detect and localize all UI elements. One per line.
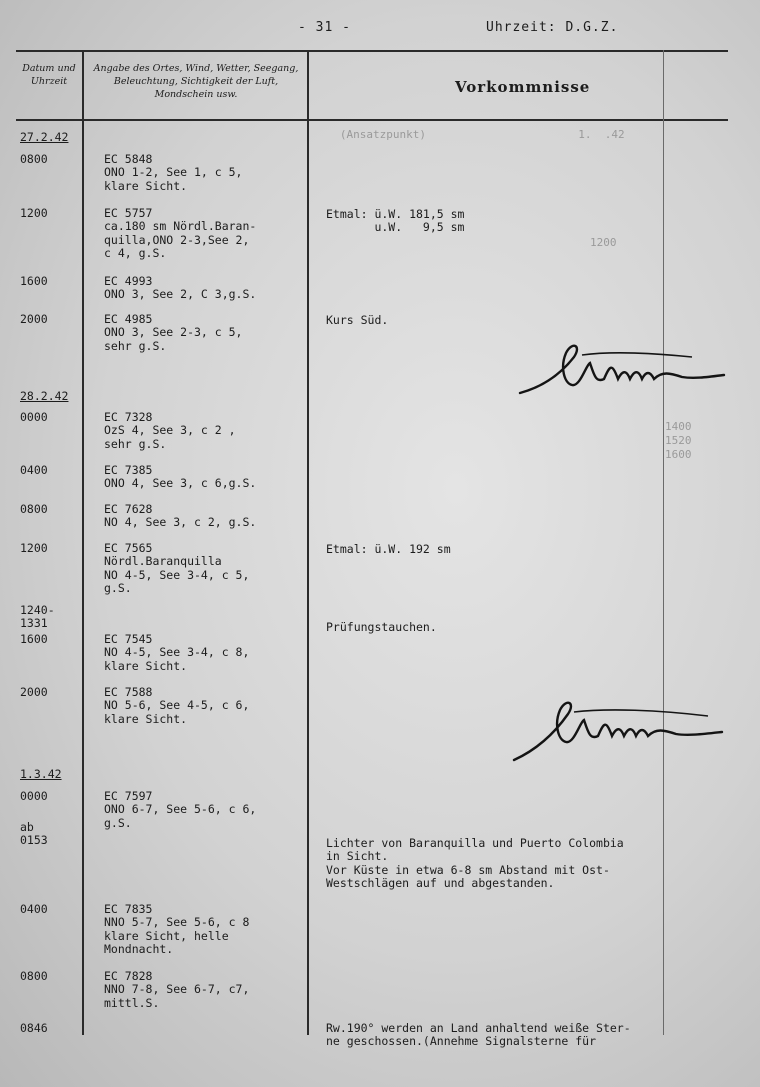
entry-time: 2000 (20, 312, 48, 326)
entry-time: 0400 (20, 463, 48, 477)
entry-event: Etmal: ü.W. 192 sm (326, 542, 451, 556)
header-bottom-rule (16, 119, 728, 121)
column-divider-2 (307, 50, 309, 1035)
time-label: Uhrzeit: D.G.Z. (486, 20, 619, 35)
entry-location: EC 4993 ONO 3, See 2, C 3,g.S. (104, 274, 257, 302)
entry-location: EC 7565 Nördl.Baranquilla NO 4-5, See 3-4, c 5, g.S. (104, 541, 250, 596)
entry-time: 2000 (20, 685, 48, 699)
entry-event: Prüfungstauchen. (326, 620, 437, 634)
column-header-events: Vorkommnisse (455, 78, 591, 96)
entry-time: 0000 (20, 789, 48, 803)
entry-location: EC 4985 ONO 3, See 2-3, c 5, sehr g.S. (104, 312, 243, 353)
signature-1 (512, 335, 732, 405)
entry-time: 0400 (20, 902, 48, 916)
entry-time: 1240- 1331 (20, 603, 55, 631)
show-through-text: 1200 (590, 236, 617, 249)
show-through-text: 1400 1520 1600 (665, 420, 692, 461)
entry-time: 0846 (20, 1021, 48, 1035)
column-header-location-weather: Angabe des Ortes, Wind, Wetter, Seegang, Beleuchtung, Sichtigkeit der Luft, Mondschein usw. (93, 63, 299, 100)
entry-event: Rw.190° werden an Land anhaltend weiße Ster- ne geschossen.(Annehme Signalsterne für (326, 1021, 631, 1049)
entry-time: 1600 (20, 632, 48, 646)
entry-time: 1600 (20, 274, 48, 288)
entry-time: ab 0153 (20, 820, 48, 848)
entry-location: EC 7835 NNO 5-7, See 5-6, c 8 klare Sicht, helle Mondnacht. (104, 902, 250, 957)
column-header-date-time: Datum und Uhrzeit (22, 63, 76, 87)
entry-time: 1200 (20, 541, 48, 555)
entry-location: EC 7588 NO 5-6, See 4-5, c 6, klare Sicht. (104, 685, 250, 726)
entry-location: EC 5848 ONO 1-2, See 1, c 5, klare Sicht. (104, 152, 243, 193)
entry-time: 1200 (20, 206, 48, 220)
entry-location: EC 7597 ONO 6-7, See 5-6, c 6, g.S. (104, 789, 257, 830)
entry-date: 1.3.42 (20, 767, 62, 781)
entry-date: 27.2.42 (20, 130, 69, 144)
table-top-rule (16, 50, 728, 52)
column-divider-3 (663, 50, 664, 1035)
entry-location: EC 7385 ONO 4, See 3, c 6,g.S. (104, 463, 257, 491)
entry-location: EC 5757 ca.180 sm Nördl.Baran- quilla,ONO 2-3,See 2, c 4, g.S. (104, 206, 257, 261)
entry-location: EC 7545 NO 4-5, See 3-4, c 8, klare Sicht. (104, 632, 250, 673)
page-number: - 31 - (298, 20, 351, 35)
entry-time: 0800 (20, 152, 48, 166)
entry-event: Etmal: ü.W. 181,5 sm u.W. 9,5 sm (326, 207, 465, 235)
signature-2 (508, 690, 728, 765)
show-through-text: (Ansatzpunkt) 1. .42 (320, 128, 625, 141)
entry-time: 0800 (20, 502, 48, 516)
entry-time: 0000 (20, 410, 48, 424)
entry-location: EC 7628 NO 4, See 3, c 2, g.S. (104, 502, 257, 530)
entry-time: 0800 (20, 969, 48, 983)
entry-location: EC 7828 NNO 7-8, See 6-7, c7, mittl.S. (104, 969, 250, 1010)
entry-event: Lichter von Baranquilla und Puerto Colombia in Sicht. Vor Küste in etwa 6-8 sm Abstand mit Ost- Westschlägen auf und abgestanden. (326, 836, 624, 891)
column-divider-1 (82, 50, 84, 1035)
entry-location: EC 7328 OzS 4, See 3, c 2 , sehr g.S. (104, 410, 236, 451)
entry-event: Kurs Süd. (326, 313, 389, 327)
entry-date: 28.2.42 (20, 389, 69, 403)
